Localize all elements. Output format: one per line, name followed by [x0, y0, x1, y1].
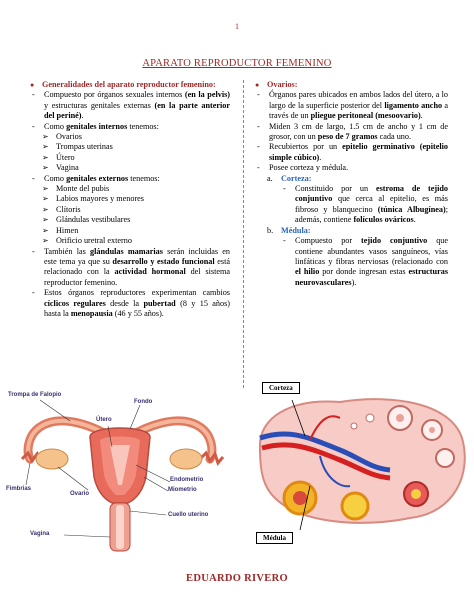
list-item: [255, 90, 448, 121]
label-medula: Médula: [256, 532, 293, 544]
section-heading: Ovarios:: [267, 80, 298, 89]
label-miometrio: Miometrio: [168, 487, 197, 493]
dash-icon: -: [32, 288, 35, 298]
paragraph: Como genitales internos tenemos:: [44, 121, 159, 131]
dash-icon: -: [257, 163, 260, 173]
subsection-corteza: [255, 174, 448, 184]
list-item: [30, 247, 230, 289]
subsection-title: Médula:: [281, 225, 311, 235]
label-vagina: Vagina: [30, 531, 50, 537]
ovary-illustration: [250, 378, 470, 556]
label-fondo: Fondo: [134, 399, 153, 405]
uterus-drawing: [0, 385, 240, 555]
section-heading: Generalidades del aparato reproductor femenino:: [42, 80, 216, 89]
subsection-letter: b.: [267, 225, 274, 235]
subsection-medula: [255, 226, 448, 236]
paragraph: Como genitales externos tenemos:: [44, 173, 160, 183]
list-item: [30, 288, 230, 319]
list-item: ➢ Ovarios: [42, 132, 82, 142]
dash-icon: -: [257, 90, 260, 100]
paragraph: Compuesto por tejido conjuntivo que contiene abundantes vasos sanguíneos, vías linfáticas y fibras nerviosas (relacionado con el hilio por donde ingresan estas estructuras neurovasculares).: [295, 236, 449, 287]
label-trompa: Trompa de Falopio: [8, 392, 62, 398]
arrow-check-icon: ➢: [42, 132, 49, 142]
label-endometrio: Endometrio: [170, 477, 204, 483]
list-item: ➢ Labios mayores y menores: [42, 194, 144, 204]
paragraph: Compuesto por órganos sexuales internos (en la pelvis) y estructuras genitales externas (en la parte anterior del periné).: [44, 90, 231, 121]
dash-icon: -: [32, 173, 35, 183]
bullet-icon: ●: [30, 81, 35, 89]
subsection-letter: a.: [267, 173, 273, 183]
page-title: APARATO REPRODUCTOR FEMENINO: [142, 58, 332, 69]
list-item: ➢ Glándulas vestibulares: [42, 215, 131, 225]
column-divider: [243, 80, 244, 388]
list-item: ➢ Monte del pubis: [42, 184, 110, 194]
arrow-check-icon: ➢: [42, 142, 49, 152]
arrow-check-icon: ➢: [42, 184, 49, 194]
dash-icon: -: [283, 184, 286, 194]
list-item: ➢ Clítoris: [42, 204, 81, 214]
dash-icon: -: [257, 121, 260, 131]
right-column: [255, 80, 448, 288]
author-footer: EDUARDO RIVERO: [186, 573, 288, 584]
dash-icon: -: [32, 121, 35, 131]
arrow-check-icon: ➢: [42, 236, 49, 246]
list-item: [255, 122, 448, 143]
subsection-title: Corteza:: [281, 173, 312, 183]
list-item: [255, 142, 448, 163]
paragraph: Órganos pares ubicados en ambos lados del útero, a lo largo de la superficie posterior del ligamento ancho a través de un pliegue peritoneal (mesoovario).: [269, 90, 448, 121]
list-item: [30, 122, 230, 132]
list-item: ➢ Útero: [42, 152, 75, 162]
external-organs-list: [30, 184, 230, 246]
arrow-check-icon: ➢: [42, 163, 49, 173]
paragraph: Miden 3 cm de largo, 1.5 cm de ancho y 1 cm de grosor, con un peso de 7 gramos cada uno.: [269, 121, 448, 142]
list-item: ➢ Himen: [42, 225, 79, 235]
arrow-check-icon: ➢: [42, 152, 49, 162]
arrow-check-icon: ➢: [42, 194, 49, 204]
dash-icon: -: [257, 142, 260, 152]
paragraph: También las glándulas mamarias serán incluidas en este tema ya que su desarrollo y estado funcional está relacionado con la actividad hormonal del sistema reproductor femenino.: [44, 246, 231, 287]
arrow-check-icon: ➢: [42, 215, 49, 225]
dash-icon: -: [32, 246, 35, 256]
label-cuello: Cuello uterino: [168, 512, 209, 518]
paragraph: Posee corteza y médula.: [269, 163, 349, 173]
list-item: [255, 163, 448, 173]
arrow-check-icon: ➢: [42, 204, 49, 214]
uterus-illustration: [0, 385, 240, 555]
dash-icon: -: [32, 90, 35, 100]
page-number: 1: [235, 22, 239, 31]
internal-organs-list: [30, 132, 230, 174]
dash-icon: -: [283, 236, 286, 246]
list-item: ➢ Vagina: [42, 163, 79, 173]
paragraph: Recubiertos por un epitelio germinativo (epitelio simple cúbico).: [269, 142, 448, 162]
label-utero: Útero: [96, 417, 112, 423]
list-item: ➢ Trompas uterinas: [42, 142, 113, 152]
list-item: [30, 174, 230, 184]
list-item: [255, 236, 448, 288]
paragraph: Constituido por un estroma de tejido conjuntivo que cerca al epitelio, es más fibroso y blanquecino (túnica Albugínea); además, contiene folículos ováricos.: [295, 184, 448, 225]
list-item: ➢ Orificio uretral externo: [42, 236, 132, 246]
bullet-icon: ●: [255, 81, 260, 89]
paragraph: Estos órganos reproductores experimentan cambios cíclicos regulares desde la pubertad (8 y 15 años) hasta la menopausia (46 y 55 años).: [44, 288, 230, 318]
label-corteza: Corteza: [262, 382, 300, 394]
list-item: [255, 184, 448, 226]
list-item: [30, 90, 230, 121]
label-ovario: Ovario: [70, 491, 90, 497]
section-generalidades: [30, 80, 230, 90]
ovary-drawing: [250, 378, 470, 556]
arrow-check-icon: ➢: [42, 225, 49, 235]
left-column: [30, 80, 230, 319]
label-fimbrias: Fimbrias: [6, 486, 32, 492]
section-ovarios: [255, 80, 448, 90]
